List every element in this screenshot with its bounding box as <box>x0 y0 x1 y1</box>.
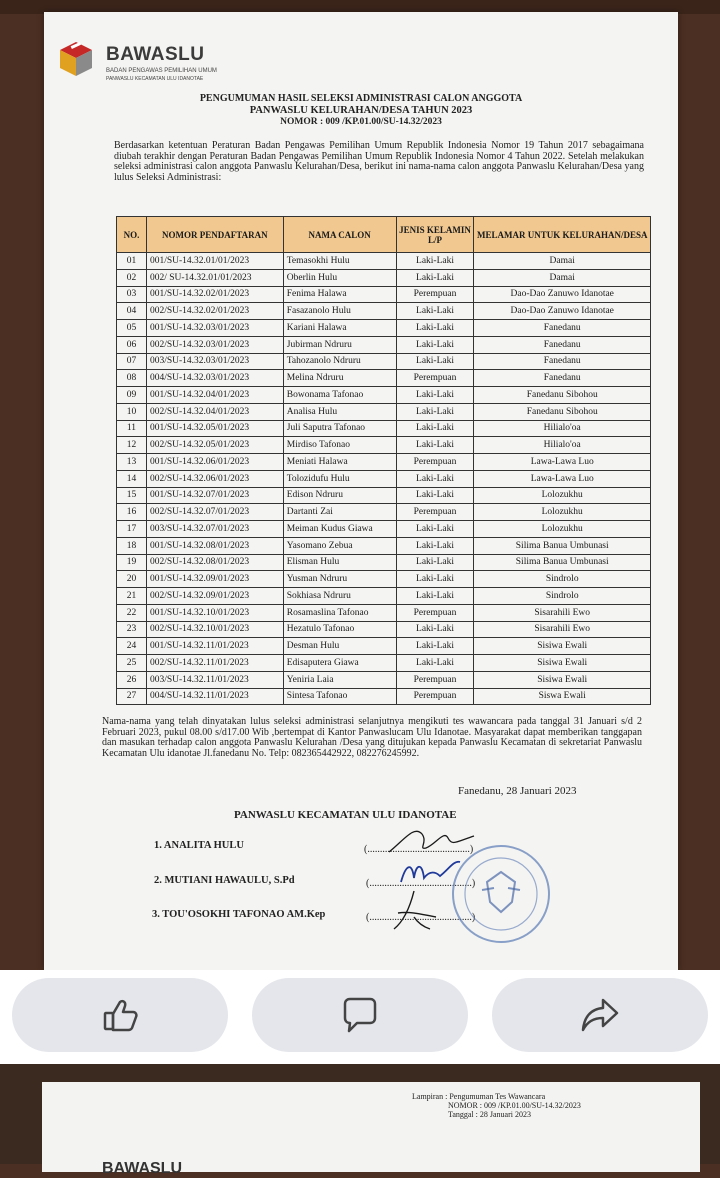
row-village: Sisarahili Ewo <box>474 621 651 638</box>
row-no: 23 <box>117 621 147 638</box>
share-button[interactable] <box>492 978 708 1052</box>
org-subtitle: BADAN PENGAWAS PEMILIHAN UMUM <box>106 68 217 74</box>
table-row <box>117 554 651 571</box>
row-no: 22 <box>117 604 147 621</box>
signer-2-line: (.........................................) <box>366 878 476 889</box>
row-name: Meniati Halawa <box>283 454 396 471</box>
row-no: 02 <box>117 269 147 286</box>
row-gender: Laki-Laki <box>396 571 474 588</box>
row-no: 11 <box>117 420 147 437</box>
row-gender: Perempuan <box>396 370 474 387</box>
row-village: Fanedanu <box>474 320 651 337</box>
row-no: 14 <box>117 470 147 487</box>
header-no: NO. <box>117 217 147 253</box>
row-gender: Perempuan <box>396 504 474 521</box>
row-village: Silima Banua Umbunasi <box>474 554 651 571</box>
signer-3: 3. TOU'OSOKHI TAFONAO AM.Kep <box>152 909 326 920</box>
signature-3-icon <box>384 887 444 937</box>
row-gender: Perempuan <box>396 688 474 705</box>
like-button[interactable] <box>12 978 228 1052</box>
next-post-preview[interactable] <box>0 1064 720 1177</box>
row-name: Yasomano Zebua <box>283 537 396 554</box>
header-village: MELAMAR UNTUK KELURAHAN/DESA <box>474 217 651 253</box>
closing-paragraph: Nama-nama yang telah dinyatakan lulus seleksi administrasi selanjutnya mengikuti tes wawancara pada tanggal 31 Januari s/d 2 Februari 2023, pukul 08.00 s/d17.00 Wib ,bertempat di Kantor Panwaslucam Ulu Idanotae. Masyarakat dapat memberikan tanggapan dan masukan terhadap calon anggota Panwaslu Kelurahan /Desa yang ditujukan kepada Panwaslu Kecamatan di sekretariat Panwaslu Kecamatan Ulu idanotae Jl.fanedanu No. Telp: 082365442922, 082276245992. <box>102 716 642 759</box>
row-registration: 003/SU-14.32.07/01/2023 <box>146 521 283 538</box>
row-no: 19 <box>117 554 147 571</box>
row-registration: 002/SU-14.32.07/01/2023 <box>146 504 283 521</box>
row-registration: 002/SU-14.32.09/01/2023 <box>146 588 283 605</box>
next-post-photo <box>42 1082 700 1177</box>
row-no: 26 <box>117 671 147 688</box>
row-name: Fenima Halawa <box>283 286 396 303</box>
row-no: 18 <box>117 537 147 554</box>
row-registration: 001/SU-14.32.04/01/2023 <box>146 387 283 404</box>
table-row <box>117 655 651 672</box>
row-registration: 001/SU-14.32.02/01/2023 <box>146 286 283 303</box>
row-no: 20 <box>117 571 147 588</box>
row-village: Damai <box>474 253 651 270</box>
table-row <box>117 437 651 454</box>
table-row <box>117 621 651 638</box>
row-name: Melina Ndruru <box>283 370 396 387</box>
row-no: 01 <box>117 253 147 270</box>
table-row <box>117 470 651 487</box>
row-registration: 001/SU-14.32.05/01/2023 <box>146 420 283 437</box>
attachment-note <box>412 1092 581 1119</box>
row-village: Sisiwa Ewali <box>474 638 651 655</box>
row-registration: 002/SU-14.32.06/01/2023 <box>146 470 283 487</box>
row-no: 06 <box>117 336 147 353</box>
thumbs-up-icon <box>99 994 141 1036</box>
org-unit: PANWASLU KECAMATAN ULU IDANOTAE <box>106 76 204 82</box>
header-name: NAMA CALON <box>283 217 396 253</box>
row-name: Hezatulo Tafonao <box>283 621 396 638</box>
row-village: Fanedanu <box>474 370 651 387</box>
table-row <box>117 638 651 655</box>
row-name: Sintesa Tafonao <box>283 688 396 705</box>
row-no: 07 <box>117 353 147 370</box>
row-registration: 001/SU-14.32.03/01/2023 <box>146 320 283 337</box>
row-gender: Laki-Laki <box>396 403 474 420</box>
row-name: Tolozidufu Hulu <box>283 470 396 487</box>
row-registration: 004/SU-14.32.03/01/2023 <box>146 370 283 387</box>
row-village: Hilialo'oa <box>474 420 651 437</box>
row-village: Lawa-Lawa Luo <box>474 454 651 471</box>
table-row <box>117 353 651 370</box>
candidate-table <box>116 216 651 705</box>
row-gender: Laki-Laki <box>396 353 474 370</box>
row-no: 25 <box>117 655 147 672</box>
row-village: Dao-Dao Zanuwo Idanotae <box>474 286 651 303</box>
row-village: Fanedanu <box>474 353 651 370</box>
row-no: 04 <box>117 303 147 320</box>
row-name: Tahozanolo Ndruru <box>283 353 396 370</box>
row-name: Meiman Kudus Giawa <box>283 521 396 538</box>
row-no: 10 <box>117 403 147 420</box>
table-row <box>117 403 651 420</box>
table-row <box>117 604 651 621</box>
row-no: 17 <box>117 521 147 538</box>
row-no: 16 <box>117 504 147 521</box>
signer-1-line: (.........................................) <box>364 844 474 855</box>
row-no: 24 <box>117 638 147 655</box>
row-registration: 001/SU-14.32.09/01/2023 <box>146 571 283 588</box>
row-gender: Perempuan <box>396 286 474 303</box>
header-gender: JENIS KELAMIN L/P <box>396 217 474 253</box>
org-name: BAWASLU <box>106 44 205 65</box>
row-gender: Laki-Laki <box>396 269 474 286</box>
row-no: 21 <box>117 588 147 605</box>
next-post-org-name: BAWASLU <box>102 1160 182 1177</box>
row-registration: 002/SU-14.32.08/01/2023 <box>146 554 283 571</box>
row-no: 12 <box>117 437 147 454</box>
row-village: Lolozukhu <box>474 487 651 504</box>
row-gender: Laki-Laki <box>396 303 474 320</box>
row-no: 09 <box>117 387 147 404</box>
row-no: 05 <box>117 320 147 337</box>
row-registration: 002/ SU-14.32.01/01/2023 <box>146 269 283 286</box>
row-village: Fanedanu <box>474 336 651 353</box>
row-registration: 004/SU-14.32.11/01/2023 <box>146 688 283 705</box>
row-village: Sisarahili Ewo <box>474 604 651 621</box>
row-village: Silima Banua Umbunasi <box>474 537 651 554</box>
row-village: Lolozukhu <box>474 521 651 538</box>
place-date: Fanedanu, 28 Januari 2023 <box>458 785 577 797</box>
row-registration: 002/SU-14.32.02/01/2023 <box>146 303 283 320</box>
row-gender: Perempuan <box>396 454 474 471</box>
intro-paragraph: Berdasarkan ketentuan Peraturan Badan Pengawas Pemilihan Umum Republik Indonesia Nomor 19 Tahun 2017 sebagaimana diubah terakhir dengan Peraturan Badan Pengawas Pemilihan Umum Republik Indonesia Nomor 4 Tahun 2022. Setelah melakukan seleksi administrasi calon anggota Panwaslu Kelurahan/Desa, berikut ini nama-nama calon anggota Panwaslu Kelurahan/Desa yang lulus Seleksi Administrasi: <box>114 140 644 183</box>
table-row <box>117 521 651 538</box>
row-name: Dartanti Zai <box>283 504 396 521</box>
signer-3-line: (.........................................) <box>366 912 476 923</box>
row-no: 08 <box>117 370 147 387</box>
row-name: Edisaputera Giawa <box>283 655 396 672</box>
post-action-bar <box>0 970 720 1064</box>
row-village: Fanedanu Sibohou <box>474 387 651 404</box>
comment-icon <box>339 994 381 1036</box>
row-village: Dao-Dao Zanuwo Idanotae <box>474 303 651 320</box>
row-registration: 002/SU-14.32.11/01/2023 <box>146 655 283 672</box>
table-row <box>117 537 651 554</box>
row-registration: 001/SU-14.32.11/01/2023 <box>146 638 283 655</box>
table-row <box>117 504 651 521</box>
table-row <box>117 286 651 303</box>
row-gender: Laki-Laki <box>396 655 474 672</box>
row-name: Elisman Hulu <box>283 554 396 571</box>
row-registration: 001/SU-14.32.08/01/2023 <box>146 537 283 554</box>
comment-button[interactable] <box>252 978 468 1052</box>
row-village: Siswa Ewali <box>474 688 651 705</box>
row-no: 15 <box>117 487 147 504</box>
row-name: Bowonama Tafonao <box>283 387 396 404</box>
signer-2: 2. MUTIANI HAWAULU, S.Pd <box>154 875 295 886</box>
row-name: Sokhiasa Ndruru <box>283 588 396 605</box>
title-number: NOMOR : 009 /KP.01.00/SU-14.32/2023 <box>280 117 442 127</box>
row-village: Lawa-Lawa Luo <box>474 470 651 487</box>
row-name: Analisa Hulu <box>283 403 396 420</box>
signature-title: PANWASLU KECAMATAN ULU IDANOTAE <box>234 809 457 821</box>
row-village: Fanedanu Sibohou <box>474 403 651 420</box>
table-row <box>117 387 651 404</box>
row-gender: Laki-Laki <box>396 420 474 437</box>
row-name: Temasokhi Hulu <box>283 253 396 270</box>
table-row <box>117 571 651 588</box>
row-gender: Laki-Laki <box>396 437 474 454</box>
table-row <box>117 487 651 504</box>
row-name: Rosamaslina Tafonao <box>283 604 396 621</box>
row-gender: Laki-Laki <box>396 554 474 571</box>
row-gender: Laki-Laki <box>396 521 474 538</box>
row-name: Desman Hulu <box>283 638 396 655</box>
attachment-line-2: NOMOR : 009 /KP.01.00/SU-14.32/2023 <box>448 1101 581 1110</box>
row-name: Yeniria Laia <box>283 671 396 688</box>
header-registration: NOMOR PENDAFTARAN <box>146 217 283 253</box>
table-row <box>117 253 651 270</box>
share-icon <box>579 994 621 1036</box>
row-registration: 001/SU-14.32.06/01/2023 <box>146 454 283 471</box>
row-name: Yusman Ndruru <box>283 571 396 588</box>
table-row <box>117 336 651 353</box>
row-gender: Laki-Laki <box>396 638 474 655</box>
row-registration: 003/SU-14.32.11/01/2023 <box>146 671 283 688</box>
row-gender: Perempuan <box>396 671 474 688</box>
row-gender: Laki-Laki <box>396 320 474 337</box>
attachment-line-1: Lampiran : Pengumuman Tes Wawancara <box>412 1092 546 1101</box>
row-registration: 002/SU-14.32.04/01/2023 <box>146 403 283 420</box>
announcement-photo[interactable] <box>44 12 678 970</box>
row-registration: 002/SU-14.32.05/01/2023 <box>146 437 283 454</box>
table-row <box>117 269 651 286</box>
row-no: 03 <box>117 286 147 303</box>
signer-1: 1. ANALITA HULU <box>154 840 244 851</box>
table-row <box>117 588 651 605</box>
row-registration: 002/SU-14.32.10/01/2023 <box>146 621 283 638</box>
row-gender: Laki-Laki <box>396 588 474 605</box>
row-village: Hilialo'oa <box>474 437 651 454</box>
row-village: Sindrolo <box>474 571 651 588</box>
row-village: Sindrolo <box>474 588 651 605</box>
table-row <box>117 688 651 705</box>
table-row <box>117 320 651 337</box>
row-gender: Laki-Laki <box>396 537 474 554</box>
row-gender: Laki-Laki <box>396 487 474 504</box>
signature-2-icon <box>396 852 466 892</box>
row-gender: Laki-Laki <box>396 336 474 353</box>
row-registration: 001/SU-14.32.10/01/2023 <box>146 604 283 621</box>
table-row <box>117 420 651 437</box>
row-village: Sisiwa Ewali <box>474 671 651 688</box>
row-registration: 002/SU-14.32.03/01/2023 <box>146 336 283 353</box>
table-row <box>117 303 651 320</box>
table-row <box>117 671 651 688</box>
row-name: Jubirman Ndruru <box>283 336 396 353</box>
title-line-1: PENGUMUMAN HASIL SELEKSI ADMINISTRASI CALON ANGGOTA <box>199 93 523 104</box>
row-village: Sisiwa Ewali <box>474 655 651 672</box>
row-gender: Perempuan <box>396 604 474 621</box>
row-name: Fasazanolo Hulu <box>283 303 396 320</box>
row-gender: Laki-Laki <box>396 253 474 270</box>
attachment-line-3: Tanggal : 28 Januari 2023 <box>448 1110 531 1119</box>
title-line-2: PANWASLU KELURAHAN/DESA TAHUN 2023 <box>249 105 473 116</box>
row-registration: 001/SU-14.32.07/01/2023 <box>146 487 283 504</box>
row-village: Damai <box>474 269 651 286</box>
row-registration: 001/SU-14.32.01/01/2023 <box>146 253 283 270</box>
row-name: Mirdiso Tafonao <box>283 437 396 454</box>
table-header-row <box>117 217 651 253</box>
row-name: Oberlin Hulu <box>283 269 396 286</box>
row-gender: Laki-Laki <box>396 387 474 404</box>
row-no: 27 <box>117 688 147 705</box>
bawaslu-logo-icon <box>56 38 96 78</box>
table-row <box>117 454 651 471</box>
row-village: Lolozukhu <box>474 504 651 521</box>
row-no: 13 <box>117 454 147 471</box>
row-registration: 003/SU-14.32.03/01/2023 <box>146 353 283 370</box>
table-row <box>117 370 651 387</box>
row-name: Juli Saputra Tafonao <box>283 420 396 437</box>
row-name: Kariani Halawa <box>283 320 396 337</box>
row-gender: Laki-Laki <box>396 470 474 487</box>
row-name: Edison Ndruru <box>283 487 396 504</box>
row-gender: Laki-Laki <box>396 621 474 638</box>
